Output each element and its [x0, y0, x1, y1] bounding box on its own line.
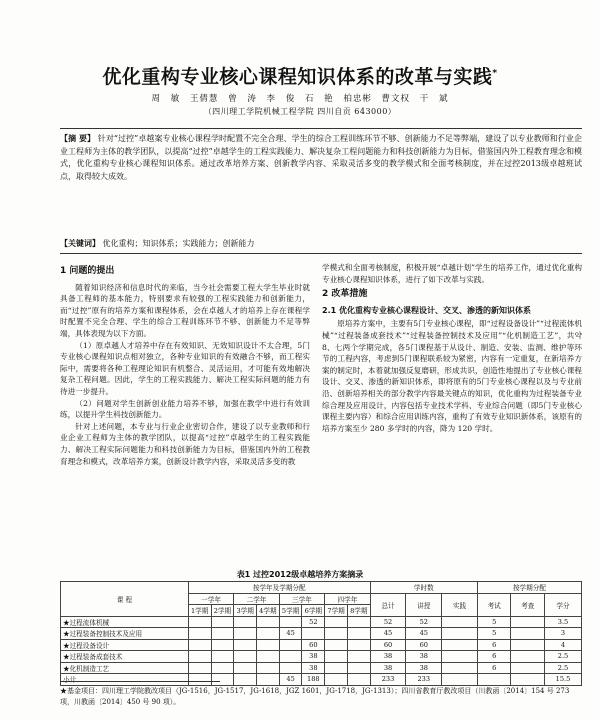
table-cell [325, 616, 348, 628]
table-cell [511, 674, 545, 686]
table-cell [188, 674, 211, 686]
left-column [60, 262, 310, 467]
curriculum-table [60, 581, 582, 686]
table-cell [279, 662, 302, 674]
title-text: 优化重构专业核心课程知识体系的改革与实践 [102, 66, 493, 88]
section1-paragraph-1: 随着知识经济和信息时代的来临，当今社会需要工程大学生毕业时就具备工程师的基本能力，特别要求有较强的工程实践能力和创新能力，而“过控”原有的培养方案和课程体系，会在卓越人才的培养上存在课程学时配置不完全合理、学生的综合工程训练环节不够、创新能力不足等弊端，具体表现为以下方面。 [60, 282, 310, 338]
affiliation: （四川理工学院机械工程学院 四川自贡 643000） [203, 107, 397, 116]
table-cell: 38 [302, 651, 325, 663]
table-cell: 15.5 [545, 674, 582, 686]
table-cell: 60 [406, 639, 442, 651]
table-cell: 60 [302, 639, 325, 651]
table-cell [511, 628, 545, 640]
table-cell [347, 651, 370, 663]
year-header: 二学年 [234, 593, 279, 605]
course-name-cell: ★化机制造工艺 [61, 662, 189, 674]
credit-group-header: 按学期分配 [477, 582, 581, 594]
table-cell: 38 [406, 662, 442, 674]
table-cell: 3.5 [545, 616, 582, 628]
semester-header: 6学期 [302, 605, 325, 617]
table-cell [188, 616, 211, 628]
table-cell [234, 616, 257, 628]
table-cell [511, 616, 545, 628]
abstract-top-rule [60, 128, 582, 129]
semester-header: 7学期 [325, 605, 348, 617]
table-cell [188, 662, 211, 674]
table-cell: 60 [370, 639, 406, 651]
table-cell [257, 628, 280, 640]
table-cell: 38 [302, 662, 325, 674]
table-cell [188, 651, 211, 663]
table-row [61, 616, 582, 628]
abstract [60, 133, 582, 183]
table-cell [279, 651, 302, 663]
section2-paragraph-1: 原培养方案中，主要有5门专业核心课程，即“过程设备设计”“过程流体机械”“过程装备成套技术”“过程装备控制技术及应用”“化机制造工艺”，共약 8、七两个学期完成，各5门课程基于从设计、制造、安装、监测、维护等环节的工程内容，考虑到5门课程联系较为紧密，内容有一定重复，在新培养方案的制定时，本着就加强反复磨研，形成共识，创造性地提出了专业核心课程设计、交叉、渗透的新知识体系，即将原有的5门专业核心课程以及与专业前沿、创新培养相关的部分教学内容最关键点的知识，优化重构为过程装备专业综合理及应用设计，内容包括专业技术学科、专业综合问题（即5门专业核心课程主要内容）和综合应用训练内容，重构了有效专业知识新体系，该原有的培养方案至少 280 多学时的内容，降为 120 学时。 [322, 319, 582, 433]
table-cell: 52 [302, 616, 325, 628]
right-column [322, 262, 582, 434]
table-cell: 52 [406, 616, 442, 628]
table-cell: 45 [370, 628, 406, 640]
table-cell: 2.5 [545, 651, 582, 663]
table-cell [234, 651, 257, 663]
table-cell [442, 639, 478, 651]
table-cell: 2.5 [545, 662, 582, 674]
total-header: 总计 [370, 593, 406, 616]
subsection-2-1-heading: 2.1 优化重构专业核心课程设计、交叉、渗透的新知识体系 [322, 305, 531, 315]
table-cell [211, 674, 234, 686]
table-cell [257, 651, 280, 663]
year-header: 一学年 [188, 593, 233, 605]
table-cell [279, 639, 302, 651]
table-cell [347, 616, 370, 628]
table-cell [211, 616, 234, 628]
footnote: ★基金项目：四川理工学院教改项目（JG-1516，JG-1517，JG-1618，JGZ 1601，JG-1718，JG-1313）；四川省教育厅教改项目（川教函〔2014〕154 号 273 项，川教函〔2014〕450 号 90 项）。 [60, 687, 570, 706]
table-cell [347, 639, 370, 651]
table-cell: 4 [545, 639, 582, 651]
table-cell [442, 616, 478, 628]
table-cell: 45 [279, 674, 302, 686]
keywords [60, 238, 582, 249]
table-cell [347, 628, 370, 640]
table-cell [188, 639, 211, 651]
course-name-cell: ★过程装备成套技术 [61, 651, 189, 663]
table-cell: 38 [370, 651, 406, 663]
table-row [61, 628, 582, 640]
table-row [61, 651, 582, 663]
table-cell: 6 [477, 651, 511, 663]
course-header: 课 程 [61, 582, 189, 617]
table-cell [211, 639, 234, 651]
course-name-cell: ★过程流体机械 [61, 616, 189, 628]
table-cell [234, 639, 257, 651]
table-cell [234, 628, 257, 640]
table-cell: 233 [370, 674, 406, 686]
table-cell: 38 [370, 662, 406, 674]
table-row [61, 674, 582, 686]
table-cell [279, 616, 302, 628]
abstract-label: 【摘 要】 [60, 134, 96, 143]
keywords-label: 【关键词】 [60, 239, 100, 248]
table-cell [442, 674, 478, 686]
practice-header: 实践 [442, 593, 478, 616]
semester-header: 3学期 [234, 605, 257, 617]
table-cell: 45 [406, 628, 442, 640]
table-cell: 5 [477, 616, 511, 628]
table-cell: 233 [406, 674, 442, 686]
table-cell [347, 662, 370, 674]
table-cell: 188 [302, 674, 325, 686]
footnote-rule [60, 681, 220, 682]
title-footnote-mark: * [492, 68, 498, 79]
table-cell [325, 674, 348, 686]
semester-group-header: 按学年及学期分配 [188, 582, 370, 594]
table-row [61, 639, 582, 651]
year-header: 三学年 [279, 593, 324, 605]
table-cell [257, 662, 280, 674]
table-cell: 5 [477, 628, 511, 640]
semester-header: 4学期 [257, 605, 280, 617]
table-cell [511, 662, 545, 674]
section1-heading: 1 问题的提出 [60, 266, 115, 276]
section2-heading: 2 改革措施 [322, 289, 368, 300]
semester-header: 5学期 [279, 605, 302, 617]
abstract-bottom-rule [60, 253, 582, 254]
table-cell [347, 674, 370, 686]
table-body [61, 616, 582, 685]
authors: 周 敏 王倩慧 曾 涛 李 俊 石 艳 柏忠彬 曹文权 干 斌 [151, 94, 449, 104]
table-cell [257, 616, 280, 628]
table-cell [511, 651, 545, 663]
table-row [61, 662, 582, 674]
table-cell [302, 628, 325, 640]
assess-header: 考查 [511, 593, 545, 616]
table-cell: 45 [279, 628, 302, 640]
section1-paragraph-4: 针对上述问题，本专业与行业企业密切合作，建设了以专业教师和行业企业工程师为主体的教学团队，以提高“过控”卓越学生的工程实践能力、解决工程实际问题能力和科技创新能力为目标，借鉴国内外的工程教育理念和模式，改革培养方案，创新设计教学内容，采取灵活多变的教 [60, 421, 310, 466]
table-cell [442, 651, 478, 663]
abstract-text: 针对“过控”卓越案专业核心课程学时配置不完全合理、学生的综合工程训练环节不够、创新能力不足等弊端，建设了以专业教师和行业企业工程师为主体的教学团队，以提高“过控”卓越学生的工程实践能力、解决复杂工程问题能力和科技创新能力为目标，借鉴国内外工程教育理念和模式，优化重构专业核心课程知识体系。通过改革培养方案、创新教学内容、采取灵活多变的教学模式和全面考核制度，并在过控2013级卓越班试点，取得较大成效。 [60, 134, 582, 181]
course-name-cell: 小计 [61, 674, 189, 686]
keywords-text: 优化重构；知识体系；实践能力；创新能力 [102, 239, 255, 248]
table-cell [188, 628, 211, 640]
paper-title [0, 62, 600, 89]
hours-header: 学时数 [370, 582, 477, 594]
lecture-header: 讲授 [406, 593, 442, 616]
table-cell [211, 651, 234, 663]
course-name-cell: ★过程装备控制技术及应用 [61, 628, 189, 640]
table-cell: 6 [477, 662, 511, 674]
exam-header: 考试 [477, 593, 511, 616]
table-cell [234, 674, 257, 686]
course-name-cell: ★过程设备设计 [61, 639, 189, 651]
table-cell [477, 674, 511, 686]
section1-paragraph-2: （1）原卓越人才培养中存在有效知识、无效知识设计不太合理，5门专业核心课程知识点相对独立，各种专业知识的有效融合不够，而工程实际中，需要将各种工程理论知识有机整合、灵活运用，才可能有效地解决复杂工程问题。因此，学生的工程实践能力、解决工程实际问题的能力有待进一步提升。 [60, 340, 310, 396]
table-cell [325, 628, 348, 640]
table-cell [234, 662, 257, 674]
table-cell [325, 662, 348, 674]
table-cell [325, 651, 348, 663]
table-caption: 表1 过控2012级卓越培养方案摘录 [236, 570, 364, 579]
table-cell: 38 [406, 651, 442, 663]
semester-header: 8学期 [347, 605, 370, 617]
credit-header: 学分 [545, 593, 582, 616]
table-cell [511, 639, 545, 651]
year-header: 四学年 [325, 593, 370, 605]
table-cell: 3 [545, 628, 582, 640]
semester-header: 2学期 [211, 605, 234, 617]
table-cell [257, 674, 280, 686]
table-cell [442, 628, 478, 640]
table-cell [442, 662, 478, 674]
section1-paragraph-3: （2）问题对学生创新创业能力培养不够，加强在教学中进行有效训练，以提升学生科技创新能力。 [60, 398, 310, 420]
table-cell [211, 628, 234, 640]
table-cell [257, 639, 280, 651]
semester-header: 1学期 [188, 605, 211, 617]
table-cell [211, 662, 234, 674]
right-continuation: 学模式和全面考核制度，积极开展“卓越计划”学生的培养工作，通过优化重构专业核心课程知识体系，进行了如下改革与实践。 [322, 263, 582, 284]
table-cell [325, 639, 348, 651]
table-cell: 52 [370, 616, 406, 628]
table-cell: 6 [477, 639, 511, 651]
